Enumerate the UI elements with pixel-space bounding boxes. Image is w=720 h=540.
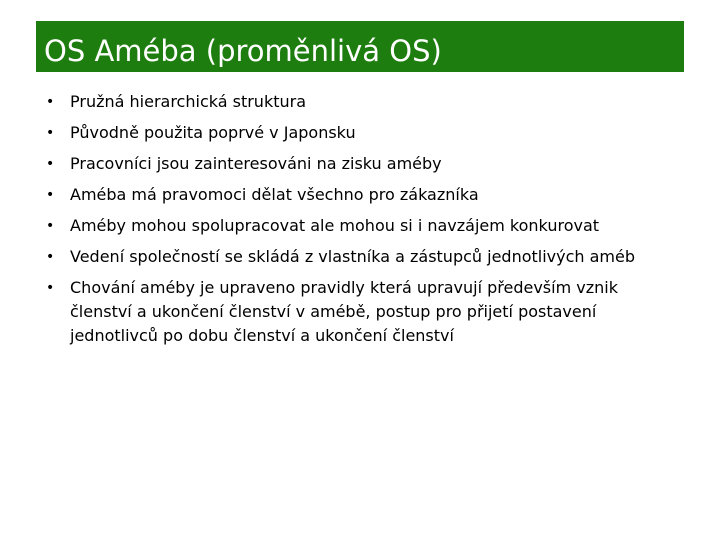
bullet-item [36, 214, 684, 238]
slide-title-bar [36, 21, 684, 72]
bullet-text: Chování améby je upraveno pravidly která upravují především vznik členství a ukončení členství v amébě, postup pro přijetí postavení jednotlivců po dobu členství a ukončení členství [70, 278, 618, 345]
bullet-icon: • [46, 187, 55, 203]
bullet-item [36, 276, 684, 348]
bullet-icon: • [46, 94, 55, 110]
bullet-list [36, 90, 684, 355]
bullet-icon: • [46, 125, 55, 141]
bullet-text: Améby mohou spolupracovat ale mohou si i navzájem konkurovat [70, 216, 600, 235]
bullet-item [36, 90, 684, 114]
bullet-icon: • [46, 218, 55, 234]
bullet-item [36, 183, 684, 207]
bullet-item [36, 245, 684, 269]
slide-title: OS Améba (proměnlivá OS) [44, 33, 442, 68]
bullet-icon: • [46, 280, 55, 296]
bullet-text: Vedení společností se skládá z vlastníka a zástupců jednotlivých améb [70, 247, 636, 266]
bullet-item [36, 121, 684, 145]
bullet-text: Améba má pravomoci dělat všechno pro zákazníka [70, 185, 479, 204]
bullet-text: Původně použita poprvé v Japonsku [70, 123, 356, 142]
bullet-icon: • [46, 156, 55, 172]
bullet-text: Pracovníci jsou zainteresováni na zisku améby [70, 154, 442, 173]
bullet-text: Pružná hierarchická struktura [70, 92, 306, 111]
bullet-icon: • [46, 249, 55, 265]
bullet-item [36, 152, 684, 176]
